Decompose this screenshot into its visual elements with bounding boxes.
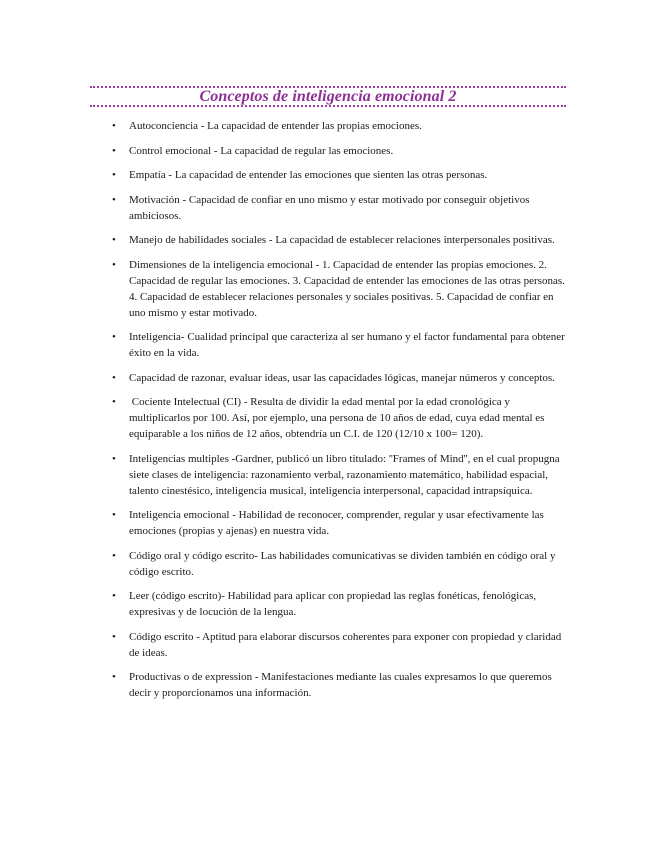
bullet-icon: •	[112, 630, 116, 643]
bullet-icon: •	[112, 193, 116, 206]
list-item	[112, 507, 567, 539]
list-item	[112, 192, 567, 224]
concept-list	[112, 118, 567, 710]
list-item-text: Inteligencia- Cualidad principal que caracteriza al ser humano y el factor fundamental para obtener éxito en la vida.	[129, 331, 565, 359]
list-item-text: Cociente Intelectual (CI) - Resulta de dividir la edad mental por la edad cronológica y multiplicarlos por 100. Así, por ejemplo, una persona de 10 años de edad, cuya edad mental es equiparable a los niños de 12 años, obtendría un C.I. de 120 (12/10 x 100= 120).	[129, 396, 548, 440]
list-item	[112, 232, 567, 248]
list-item-text: Autoconciencia - La capacidad de entender las propias emociones.	[129, 120, 422, 132]
list-item-text: Inteligencias multiples -Gardner, publicó un libro titulado: ''Frames of Mind'', en el cual propugna siete clases de inteligencia: razonamiento verbal, razonamiento matemático, habilidad espacial, talento cinestésico, inteligencia musical, inteligencia interpersonal, capacidad intrapsíquica.	[129, 452, 560, 497]
bullet-icon: •	[112, 549, 116, 562]
list-item	[112, 548, 567, 580]
bullet-icon: •	[112, 144, 116, 157]
list-item-text: Capacidad de razonar, evaluar ideas, usar las capacidades lógicas, manejar números y conceptos.	[129, 371, 555, 384]
list-item	[112, 394, 567, 442]
list-item-text: Productivas o de expression - Manifestaciones mediante las cuales expresamos lo que queremos decir y proporcionamos una información.	[129, 671, 552, 699]
list-item	[112, 167, 567, 183]
list-item	[112, 329, 567, 361]
list-item-text: Código oral y código escrito- Las habilidades comunicativas se dividen también en código oral y código escrito.	[129, 549, 556, 578]
bullet-icon: •	[112, 234, 116, 246]
list-item	[112, 669, 567, 701]
list-item	[112, 451, 567, 499]
list-item	[112, 118, 567, 134]
title-block	[90, 86, 566, 108]
list-item	[112, 370, 567, 386]
bullet-icon: •	[112, 169, 116, 181]
bullet-icon: •	[112, 258, 116, 271]
list-item-text: Motivación - Capacidad de confiar en uno mismo y estar motivado por conseguir objetivos ambiciosos.	[129, 193, 530, 222]
title-divider-bottom	[90, 105, 566, 107]
list-item-text: Inteligencia emocional - Habilidad de reconocer, comprender, regular y usar efectivamente las emociones (propias y ajenas) en nuestra vida.	[129, 509, 544, 537]
list-item	[112, 143, 567, 159]
list-item-text: Manejo de habilidades sociales - La capacidad de establecer relaciones interpersonales positivas.	[129, 234, 555, 246]
bullet-icon: •	[112, 331, 116, 343]
bullet-icon: •	[112, 590, 116, 602]
list-item-text: Leer (código escrito)- Habilidad para aplicar con propiedad las reglas fonéticas, fenológicas, expresivas y de locución de la lengua.	[129, 590, 537, 618]
bullet-icon: •	[112, 509, 116, 521]
list-item-text: Empatía - La capacidad de entender las emociones que sienten las otras personas.	[129, 169, 488, 181]
list-item	[112, 257, 567, 321]
bullet-icon: •	[112, 452, 116, 465]
bullet-icon: •	[112, 396, 116, 408]
list-item-text: Código escrito - Aptitud para elaborar discursos coherentes para exponer con propiedad y claridad de ideas.	[129, 630, 562, 659]
list-item-text: Control emocional - La capacidad de regular las emociones.	[129, 144, 394, 157]
bullet-icon: •	[112, 671, 116, 683]
page-title: Conceptos de inteligencia emocional 2	[199, 88, 457, 105]
list-item	[112, 588, 567, 620]
list-item-text: Dimensiones de la inteligencia emocional - 1. Capacidad de entender las propias emociones. 2. Capacidad de regular las emociones. 3. Capacidad de entender las emociones de las otras personas. 4. Capacidad de establecer relaciones personales y sociales positivas. 5. Capacidad de confiar en uno mismo y estar motivado.	[129, 258, 565, 319]
bullet-icon: •	[112, 371, 116, 384]
list-item	[112, 629, 567, 661]
bullet-icon: •	[112, 120, 116, 132]
